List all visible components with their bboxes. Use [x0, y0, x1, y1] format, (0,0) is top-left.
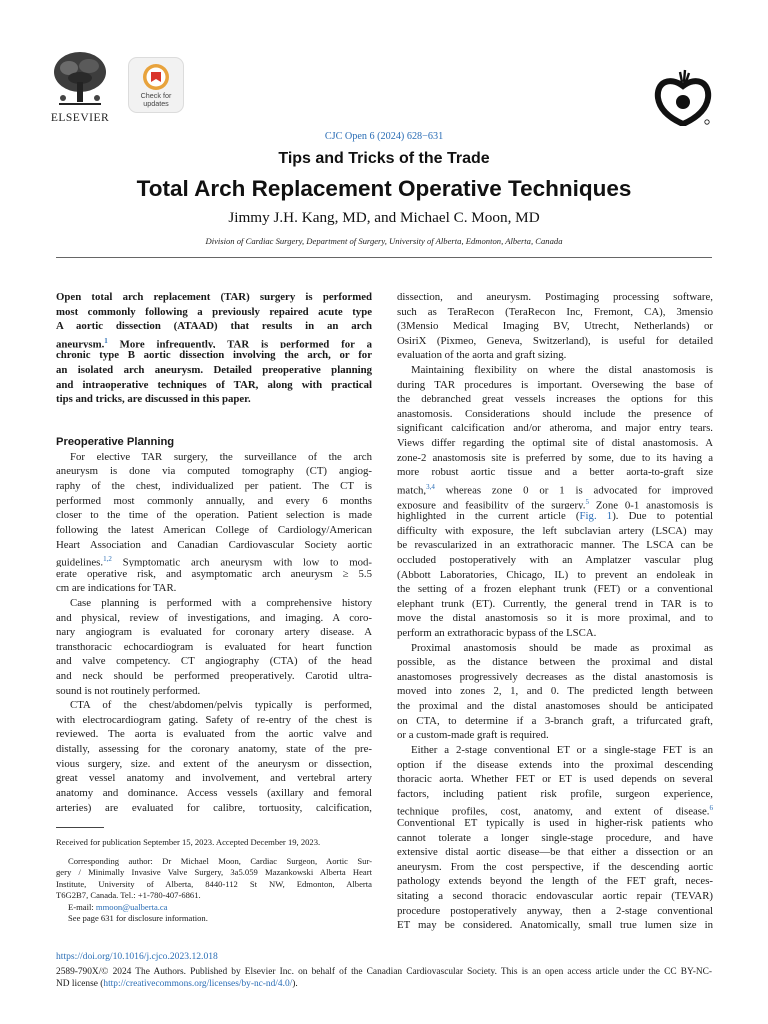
body-line: Views differ regarding the optimal site of distal anastomosis. A [397, 437, 713, 450]
body-line: option if the disease extends into the proximal descending [397, 758, 713, 771]
email-link[interactable]: mmoon@ualberta.ca [95, 901, 168, 912]
abstract-line: aneurysm.$^1$ More infrequently, TAR is performed for a [56, 336, 372, 349]
body-line: pathology extends beyond the length of the FET graft, neces- [397, 875, 713, 888]
body-line: evaluation of the aorta and graft sizing. [397, 349, 567, 362]
body-line: thoracic aorta. Whether FET or ET is used depends on several [397, 773, 713, 786]
article-title: Total Arch Replacement Operative Techniques [136, 176, 632, 201]
body-line: guidelines.$^{1,2}$ Symptomatic arch aneurysm with low to mod- [56, 555, 372, 567]
body-line: CTA of the chest/abdomen/pelvis typically is performed, [70, 699, 372, 712]
email-line: E-mail: mmoon@ualberta.ca [68, 901, 168, 912]
figure-link[interactable]: Fig. 1 [579, 510, 613, 523]
body-line: more robust aortic tissue and a better aorta-to-graft size [397, 466, 713, 479]
body-line: Maintaining flexibility on where the distal anastomosis is [411, 364, 713, 377]
license-line: 2589-790X/© 2024 The Authors. Published by Elsevier Inc. on behalf of the Canadian Cardiovascular Society. This is an open access article under the CC BY-NC- [56, 967, 712, 977]
left-column [56, 290, 372, 815]
body-line: and valve competency. CT angiography (CTA) of the head [56, 655, 372, 668]
body-line: following the latest American College of Cardiology/American [56, 523, 372, 536]
right-column [397, 290, 713, 933]
body-line: For elective TAR surgery, the surveillance of the arch [70, 450, 372, 463]
body-text [56, 450, 372, 815]
citation-link[interactable]: 5 [585, 497, 589, 506]
body-line: aneurysm is done via computed tomography (CT) angiog- [56, 465, 372, 478]
body-line: occluded postoperatively with an Amplatzer vascular plug [397, 553, 713, 566]
citation-link[interactable]: 1,2 [103, 555, 112, 564]
body-line: highlighted in the current article (Fig. 1). Due to potential [397, 510, 713, 523]
body-line: and physical, review of investigations, and imaging. A coro- [56, 611, 372, 624]
body-line: match,$^{3,4}$ whereas zone 0 or 1 is advocated for improved [397, 482, 713, 495]
doi-link[interactable]: https://doi.org/10.1016/j.cjco.2023.12.018 [56, 951, 218, 962]
body-line: arteries) are evaluated for calibre, tortuosity, calcification, [56, 801, 372, 814]
author-list: Jimmy J.H. Kang, MD, and Michael C. Moon, MD [228, 209, 540, 226]
body-line: erate operative risk, and asymptomatic arch aneurysm ≥ 5.5 [56, 567, 372, 580]
check-updates-label-1: Check for [140, 91, 172, 100]
body-line: aneurysm. From the cost perspective, if the descending aortic [397, 860, 713, 873]
body-line: cm are indications for TAR. [56, 582, 177, 595]
body-line: raphy of the chest, individualized per patient. The CT is [56, 480, 372, 493]
check-updates-icon [142, 63, 170, 91]
publisher-name: ELSEVIER [50, 112, 110, 124]
body-line: possible, as the distance between the proximal and distal [397, 656, 713, 669]
citation-link[interactable]: 1 [104, 336, 108, 345]
body-line: significant calcification and/or atheroma, and major entry tears. [397, 422, 713, 435]
corresponding-author: T6G2B7, Canada. Tel.: +1-780-407-6861. [56, 890, 201, 900]
body-line: and neck should be performed preoperatively. Carotid ultra- [56, 670, 372, 683]
body-line: moved into zones 2, 1, and 0. The predicted length between [397, 685, 713, 698]
body-line: such as TeraRecon (TeraRecon Inc, Fremont, CA), 3mensio [397, 305, 713, 318]
body-line: be revascularized in an extrathoracic manner. The LSCA can be [397, 539, 713, 552]
body-line: procedure postoperatively anyway, then a 2-stage conventional [397, 904, 713, 917]
body-line: on CTA, to determine if a 3-branch graft, a trifurcated graft, [397, 714, 713, 727]
body-line: (3Mensio Medical Imaging BV, Utrecht, Netherlands) or [397, 320, 713, 333]
body-line: sound is not routinely performed. [56, 684, 201, 697]
body-line: sitating a second thoracic endovascular aortic repair (TEVAR) [397, 889, 713, 902]
body-line: distally, assessing for the coronary anatomy, state of the pre- [56, 743, 372, 756]
abstract-line: tips and tricks, are discussed in this paper. [56, 393, 251, 406]
corresponding-author: Institute, University of Alberta, 8440-112 St NW, Edmonton, Alberta [56, 878, 372, 889]
body-line: extensive distal aortic disease—be that either a dissection or an [397, 846, 713, 859]
body-line: with electrocardiogram gating. Safety of re-entry of the chest is [56, 713, 372, 726]
body-line: anatomy and dominance. Access vessels (axillary and femoral [56, 786, 372, 799]
body-line: Conventional ET typically is used in higher-risk patients who [397, 816, 713, 829]
body-line: anastomoses progressively decreases as the distal anastomosis is [397, 670, 713, 683]
received-date: Received for publication September 15, 2023. Accepted December 19, 2023. [56, 837, 321, 847]
body-line: performed most commonly annually, and every 6 months [56, 494, 372, 507]
body-line: vious surgery, size. and extent of the aneurysm or dissection, [56, 757, 372, 770]
body-line: OsiriX (Pixmeo, Geneva, Switzerland), is useful for detailed [397, 334, 713, 347]
disclosure-note: See page 631 for disclosure information. [68, 913, 208, 923]
section-heading: Preoperative Planning [56, 435, 175, 448]
corresponding-author: Corresponding author: Dr Michael Moon, Cardiac Surgeon, Aortic Sur- [68, 855, 372, 866]
license-link[interactable]: http://creativecommons.org/licenses/by-nc-nd/4.0/ [103, 979, 293, 989]
body-line: the debranched great vessels increases the options for this [397, 393, 713, 406]
body-line: or a custom-made graft is required. [397, 729, 549, 742]
body-line: ET may be considered. Anatomically, small true lumen size in [397, 919, 713, 932]
body-line: perform an extrathoracic bypass of the LSCA. [397, 627, 597, 640]
body-line: zone-2 anastomosis site is preferred by some, due to its having a [397, 451, 713, 464]
check-updates-label-2: updates [143, 99, 169, 108]
title-divider [56, 257, 712, 258]
body-line: Proximal anastomosis should be made as proximal as [411, 641, 713, 654]
abstract-line: A aortic dissection (ATAAD) that results in an arch [56, 320, 372, 333]
body-line: transthoracic echocardiogram is evaluated for heart function [56, 640, 372, 653]
corresponding-author: gery / Minimally Invasive Valve Surgery, 3a5.059 Mazankowski Alberta Heart [56, 867, 372, 877]
elsevier-tree-icon [49, 48, 111, 110]
body-line: the proximal and the distal anastomoses should be anticipated [397, 700, 713, 713]
abstract-line: chronic type B aortic dissection involving the arch, or for [56, 349, 372, 362]
body-line: great vessel anatomy and involvement, and vertebral artery [56, 772, 372, 785]
abstract-line: Open total arch replacement (TAR) surgery is performed [56, 291, 372, 303]
body-line: reviewed. The aorta is evaluated from the aortic valve and [56, 728, 372, 741]
citation-link[interactable]: 3,4 [426, 482, 435, 491]
author-affiliation: Division of Cardiac Surgery, Department of Surgery, University of Alberta, Edmonton, Alberta, Canada [205, 236, 563, 246]
body-line: technique profiles, cost, anatomy, and extent of disease.$^6$ [397, 804, 713, 816]
body-line: (Abbott Laboratories, Chicago, IL) to prevent an endoleak in [397, 568, 713, 581]
body-line: dissection, and aneurysm. Postimaging processing software, [397, 291, 713, 303]
body-line: elephant trunk (ET). Currently, the general trend in TAR is to [397, 597, 713, 610]
footnotes [56, 837, 372, 925]
body-line: Heart Association and Canadian Cardiovascular Society aortic [56, 538, 372, 551]
body-line: exposure and feasibility of the surgery.$^5$ Zone 0-1 anastomosis is [397, 497, 713, 510]
body-line: move the distal anastomosis so it is more proximal, and to [397, 612, 713, 625]
abstract-line: an isolated arch aneurysm. Detailed preoperative planning [56, 364, 372, 377]
citation-link[interactable]: 6 [709, 804, 713, 813]
journal-reference[interactable]: CJC Open 6 (2024) 628−631 [324, 131, 444, 142]
body-line: nary angiogram is evaluated for coronary artery disease. A [56, 626, 372, 639]
elsevier-logo [40, 48, 120, 124]
body-line: cannot tolerate a longer single-stage procedure, and have [397, 831, 713, 844]
body-line: Case planning is performed with a comprehensive history [70, 596, 372, 609]
license-text [56, 966, 712, 990]
body-line: anastomosis. Considerations should include the presence of [397, 407, 713, 420]
body-line: Either a 2-stage conventional ET or a single-stage FET is an [411, 743, 713, 756]
footnote-rule [56, 827, 104, 828]
body-line: the setting of a frozen elephant trunk (FET) or a conventional [397, 583, 713, 596]
abstract [56, 290, 372, 407]
body-line: closer to the time of the operation. Patient selection is made [56, 509, 372, 522]
license-line: ND license (http://creativecommons.org/licenses/by-nc-nd/4.0/). [56, 979, 298, 989]
check-for-updates-button[interactable] [128, 57, 184, 113]
ccs-society-logo-icon [652, 68, 714, 126]
body-line: difficulty with exposure, the left subclavian artery (LSCA) may [397, 524, 713, 537]
body-line: during TAR procedures is important. Oversewing the base of [397, 378, 713, 391]
section-label: Tips and Tricks of the Trade [278, 150, 490, 167]
abstract-line: most commonly following a previously repaired acute type [56, 305, 372, 318]
body-line: factors, including patient risk profile, surgeon experience, [397, 787, 713, 800]
abstract-line: and intraoperative techniques of TAR, along with practical [56, 378, 372, 391]
